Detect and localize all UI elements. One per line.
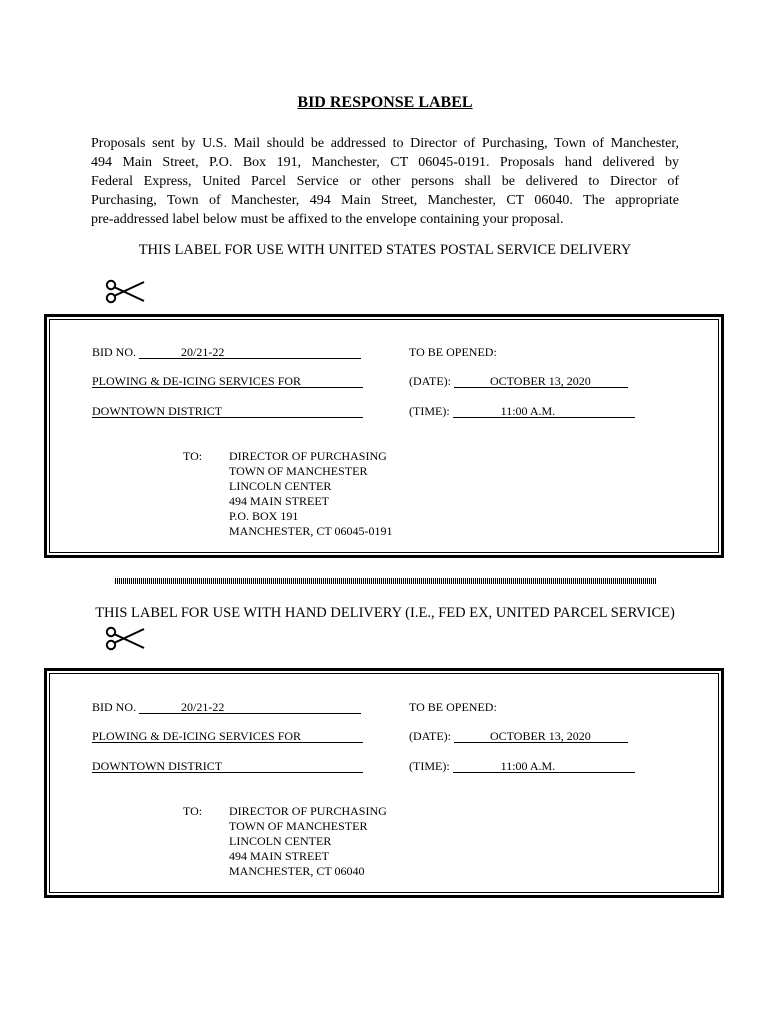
intro-line: Purchasing, Town of Manchester, 494 Main Street, Manchester, CT 06040. The appropriate [91, 193, 679, 208]
date-label: (DATE): [409, 729, 451, 743]
scissors-icon [102, 279, 146, 305]
address-block [229, 804, 387, 879]
address-line: LINCOLN CENTER [229, 834, 332, 848]
bid-no-label: BID NO. [92, 345, 136, 359]
intro-line: Proposals sent by U.S. Mail should be addressed to Director of Purchasing, Town of Manchester, [91, 136, 679, 151]
hand-delivery-label [44, 668, 724, 898]
bid-no-value: 20/21-22 [139, 345, 361, 359]
address-line: DIRECTOR OF PURCHASING [229, 804, 387, 818]
service-line-1-text: PLOWING & DE-ICING SERVICES FOR [92, 374, 363, 388]
service-line-1 [92, 374, 363, 389]
intro-line: 494 Main Street, P.O. Box 191, Manchester, CT 06045-0191. Proposals hand delivered by [91, 155, 679, 170]
page-title: BID RESPONSE LABEL [297, 94, 473, 111]
address-line: 494 MAIN STREET [229, 849, 329, 863]
time-field [409, 759, 635, 774]
service-line-2-text: DOWNTOWN DISTRICT [92, 404, 363, 418]
address-line: TOWN OF MANCHESTER [229, 464, 368, 478]
service-line-1 [92, 729, 363, 744]
intro-line: Federal Express, United Parcel Service or other persons shall be delivered to Director of [91, 174, 679, 189]
date-label: (DATE): [409, 374, 451, 388]
scissors-icon [102, 626, 146, 652]
time-value: 11:00 A.M. [453, 759, 635, 773]
address-line: DIRECTOR OF PURCHASING [229, 449, 387, 463]
time-field [409, 404, 635, 419]
time-value: 11:00 A.M. [453, 404, 635, 418]
date-field [409, 729, 628, 744]
address-line: TOWN OF MANCHESTER [229, 819, 368, 833]
to-label: TO: [183, 804, 203, 818]
to-be-opened-label: TO BE OPENED: [409, 345, 497, 359]
service-line-2 [92, 404, 363, 419]
address-line: MANCHESTER, CT 06045-0191 [229, 524, 393, 538]
bid-no-field [92, 700, 361, 715]
bid-no-value: 20/21-22 [139, 700, 361, 714]
usps-label [44, 314, 724, 558]
time-label: (TIME): [409, 404, 450, 418]
to-label: TO: [183, 449, 203, 463]
time-label: (TIME): [409, 759, 450, 773]
cut-line [115, 578, 657, 584]
bid-no-label: BID NO. [92, 700, 136, 714]
intro-paragraph [91, 134, 679, 229]
service-line-2-text: DOWNTOWN DISTRICT [92, 759, 363, 773]
address-block [229, 449, 392, 539]
address-line: P.O. BOX 191 [229, 509, 299, 523]
bid-no-field [92, 345, 361, 360]
service-line-2 [92, 759, 363, 774]
usps-label-heading: THIS LABEL FOR USE WITH UNITED STATES POSTAL SERVICE DELIVERY [138, 242, 632, 258]
service-line-1-text: PLOWING & DE-ICING SERVICES FOR [92, 729, 363, 743]
to-be-opened-label: TO BE OPENED: [409, 700, 497, 714]
address-line: 494 MAIN STREET [229, 494, 329, 508]
date-value: OCTOBER 13, 2020 [454, 729, 628, 743]
date-value: OCTOBER 13, 2020 [454, 374, 628, 388]
address-line: MANCHESTER, CT 06040 [229, 864, 365, 878]
address-line: LINCOLN CENTER [229, 479, 332, 493]
date-field [409, 374, 628, 389]
hand-delivery-label-heading: THIS LABEL FOR USE WITH HAND DELIVERY (I.E., FED EX, UNITED PARCEL SERVICE) [95, 605, 675, 621]
intro-line: pre-addressed label below must be affixed to the envelope containing your proposal. [91, 212, 564, 227]
